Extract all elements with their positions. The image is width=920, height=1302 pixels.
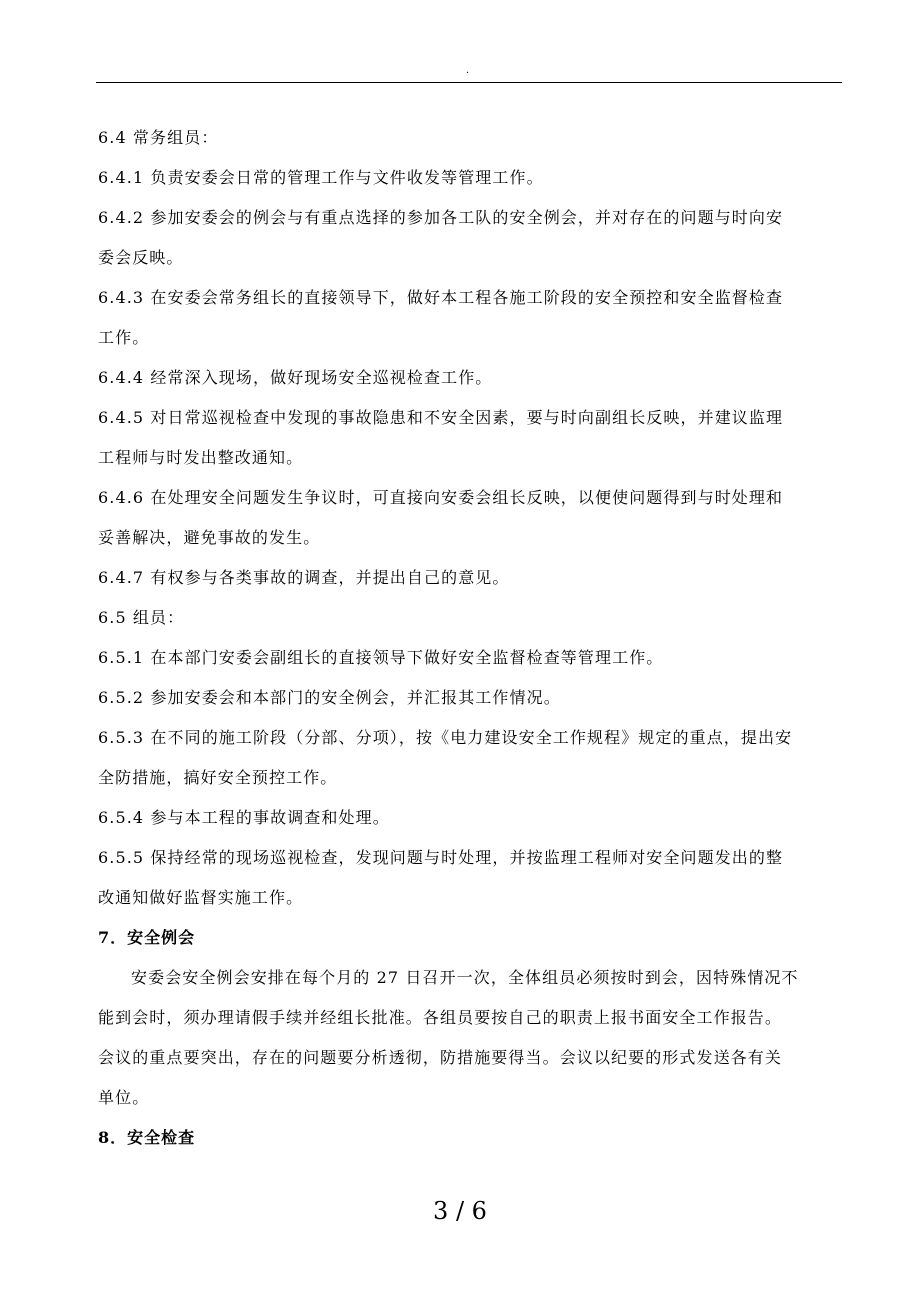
section-heading-safety-inspection: 8．安全检查 <box>98 1128 196 1147</box>
text-line: 工程师与时发出整改通知。 <box>98 448 304 467</box>
document-body <box>98 118 844 1158</box>
section-heading-safety-meeting: 7．安全例会 <box>98 928 196 947</box>
text-line: 6.5.5 保持经常的现场巡视检查，发现问题与时处理，并按监理工程师对安全问题发出的整 <box>98 848 784 867</box>
text-line: 6.5.1 在本部门安委会副组长的直接领导下做好安全监督检查等管理工作。 <box>98 648 664 667</box>
text-line: 能到会时，须办理请假手续并经组长批准。各组员要按自己的职责上报书面安全工作报告。 <box>98 1008 783 1027</box>
text-line: 妥善解决，避免事故的发生。 <box>98 528 321 547</box>
text-line: 6.5.3 在不同的施工阶段（分部、分项），按《电力建设安全工作规程》规定的重点，提出安 <box>98 728 793 747</box>
text-line: 单位。 <box>98 1088 150 1107</box>
text-line: 6.4.4 经常深入现场，做好现场安全巡视检查工作。 <box>98 368 493 387</box>
text-line: 6.4.5 对日常巡视检查中发现的事故隐患和不安全因素，要与时向副组长反映，并建议监理 <box>98 408 784 427</box>
text-line: 会议的重点要突出，存在的问题要分析透彻，防措施要得当。会议以纪要的形式发送各有关 <box>98 1048 783 1067</box>
text-line: 6.4.3 在安委会常务组长的直接领导下，做好本工程各施工阶段的安全预控和安全监督检查 <box>98 288 784 307</box>
header-dot: . <box>466 65 470 76</box>
header-rule <box>96 82 842 83</box>
text-line: 6.4.7 有权参与各类事故的调查，并提出自己的意见。 <box>98 568 510 587</box>
text-line: 改通知做好监督实施工作。 <box>98 888 304 907</box>
text-line: 6.4.6 在处理安全问题发生争议时，可直接向安委会组长反映，以便使问题得到与时处理和 <box>98 488 784 507</box>
text-line: 6.4.2 参加安委会的例会与有重点选择的参加各工队的安全例会，并对存在的问题与时向安 <box>98 208 784 227</box>
page-number: 3 / 6 <box>433 1197 487 1225</box>
text-line: 工作。 <box>98 328 150 347</box>
text-line: 6.4.1 负责安委会日常的管理工作与文件收发等管理工作。 <box>98 168 544 187</box>
text-line: 6.4 常务组员： <box>98 128 219 147</box>
text-line: 6.5.2 参加安委会和本部门的安全例会，并汇报其工作情况。 <box>98 688 561 707</box>
text-line: 委会反映。 <box>98 248 184 267</box>
text-line: 全防措施，搞好安全预控工作。 <box>98 768 338 787</box>
text-line: 安委会安全例会安排在每个月的 27 日召开一次，全体组员必须按时到会，因特殊情况不 <box>131 968 799 987</box>
text-line: 6.5 组员： <box>98 608 185 627</box>
text-line: 6.5.4 参与本工程的事故调查和处理。 <box>98 808 390 827</box>
